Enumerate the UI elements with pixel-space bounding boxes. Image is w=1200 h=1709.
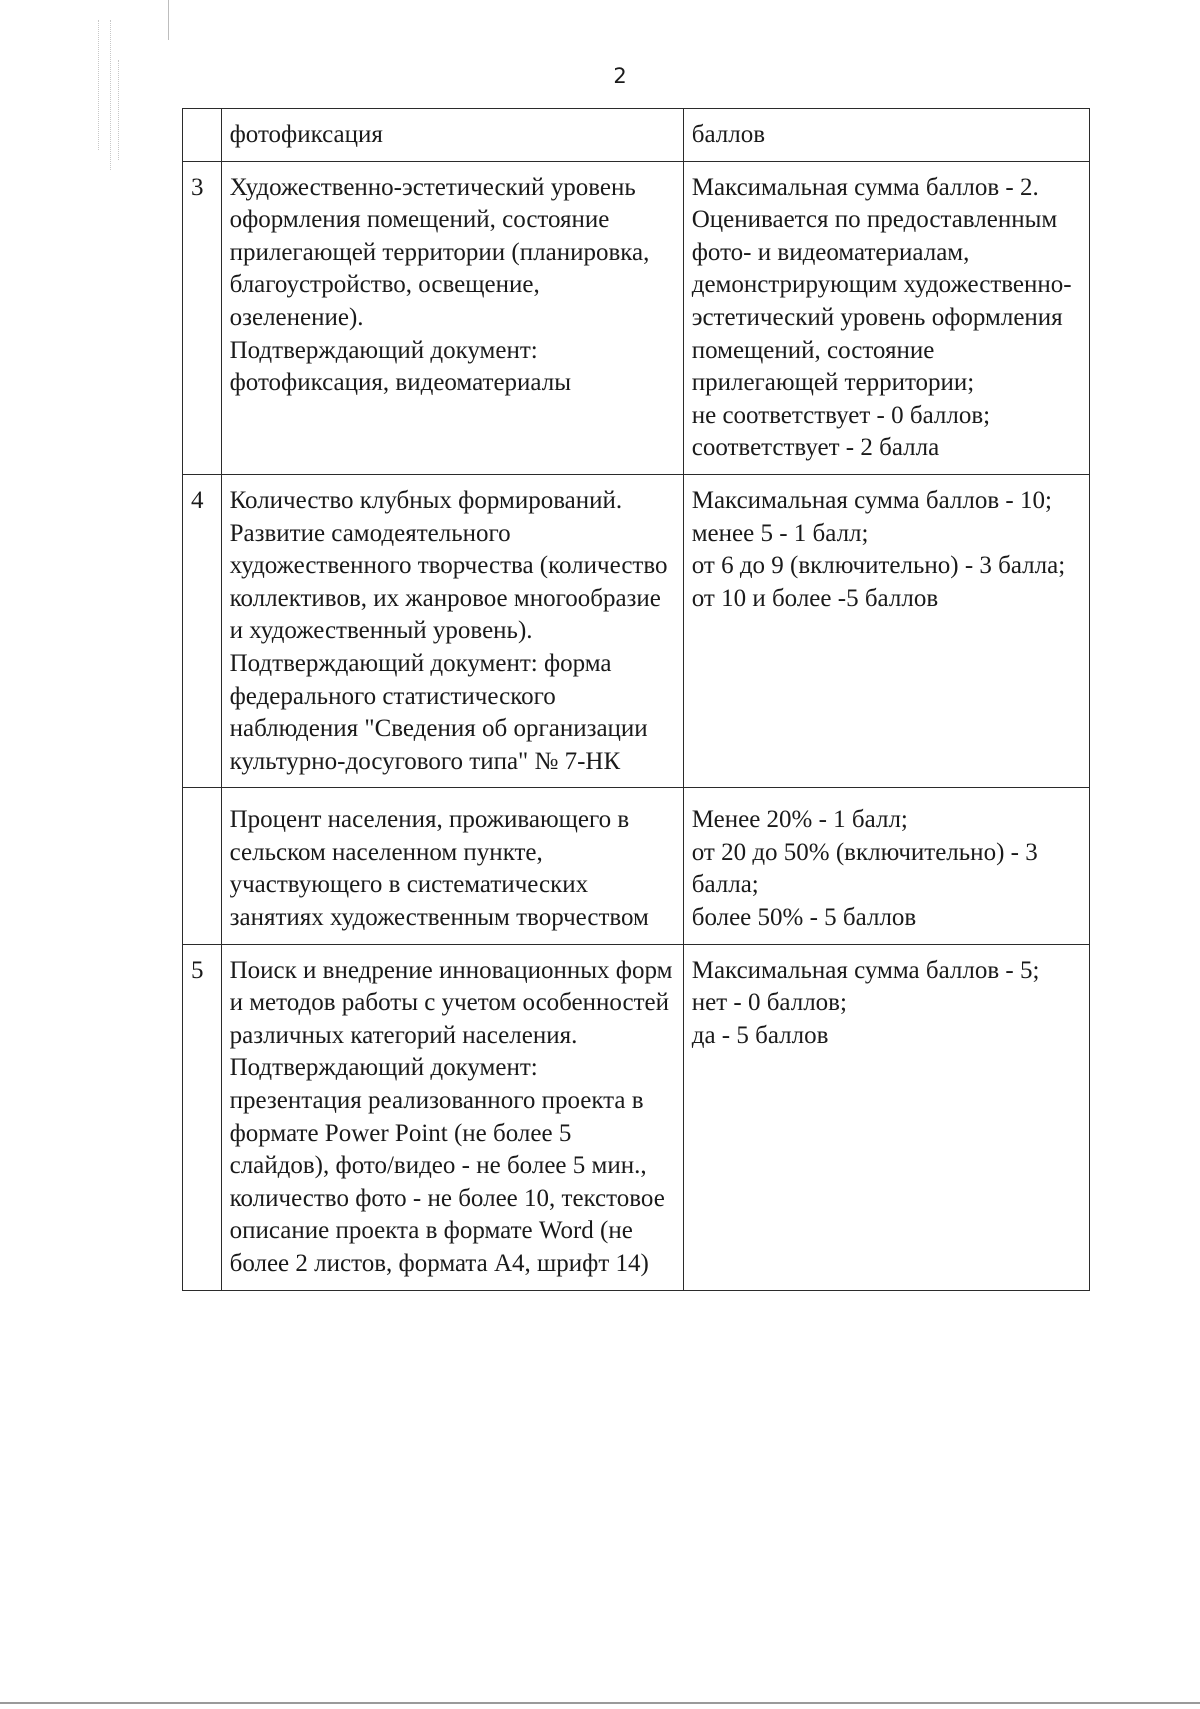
score-description: Максимальная сумма баллов - 2. Оценивается по предоставленным фото- и видеоматериалам, демонстрирующим художественно-эстетический уровень оформления помещений, состояние прилегающей территории; не соответствует - 0 баллов; соответствует - 2 балла [683,161,1089,474]
criterion-description: Количество клубных формирований. Развитие самодеятельного художественного творчества (количество коллективов, их жанровое многообразие и художественный уровень). Подтверждающий документ: форма федерального статистического наблюдения "Сведения об организации культурно-досугового типа" № 7-НК [221,474,683,787]
score-description: Менее 20% - 1 балл; от 20 до 50% (включительно) - 3 балла; более 50% - 5 баллов [683,788,1089,944]
row-number: 4 [183,474,222,787]
criterion-description: Поиск и внедрение инновационных форм и методов работы с учетом особенностей различных категорий населения. Подтверждающий документ: презентация реализованного проекта в формате Power Point (не более 5 слайдов), фото/видео - не более 5 мин., количество фото - не более 10, текстовое описание проекта в формате Word (не более 2 листов, формата А4, шрифт 14) [221,944,683,1290]
criterion-description: Процент населения, проживающего в сельском населенном пункте, участвующего в систематических занятиях художественным творчеством [221,788,683,944]
scan-artifact [168,0,169,40]
scan-artifact [110,20,111,170]
table-row [183,109,1090,162]
row-number [183,109,222,162]
criterion-description: Художественно-эстетический уровень оформления помещений, состояние прилегающей территории (планировка, благоустройство, освещение, озеленение). Подтверждающий документ: фотофиксация, видеоматериалы [221,161,683,474]
criterion-description: фотофиксация [221,109,683,162]
row-number [183,788,222,944]
page-number: 2 [613,64,627,88]
score-description: баллов [683,109,1089,162]
table-row [183,474,1090,787]
table-row [183,944,1090,1290]
criteria-table [182,108,1090,1291]
row-number: 5 [183,944,222,1290]
scan-edge-line [0,1702,1200,1704]
scan-artifact [118,60,119,160]
score-description: Максимальная сумма баллов - 10; менее 5 - 1 балл; от 6 до 9 (включительно) - 3 балла; от 10 и более -5 баллов [683,474,1089,787]
table-row [183,161,1090,474]
row-number: 3 [183,161,222,474]
score-description: Максимальная сумма баллов - 5; нет - 0 баллов; да - 5 баллов [683,944,1089,1290]
scan-artifact [98,20,99,150]
table-row [183,788,1090,944]
